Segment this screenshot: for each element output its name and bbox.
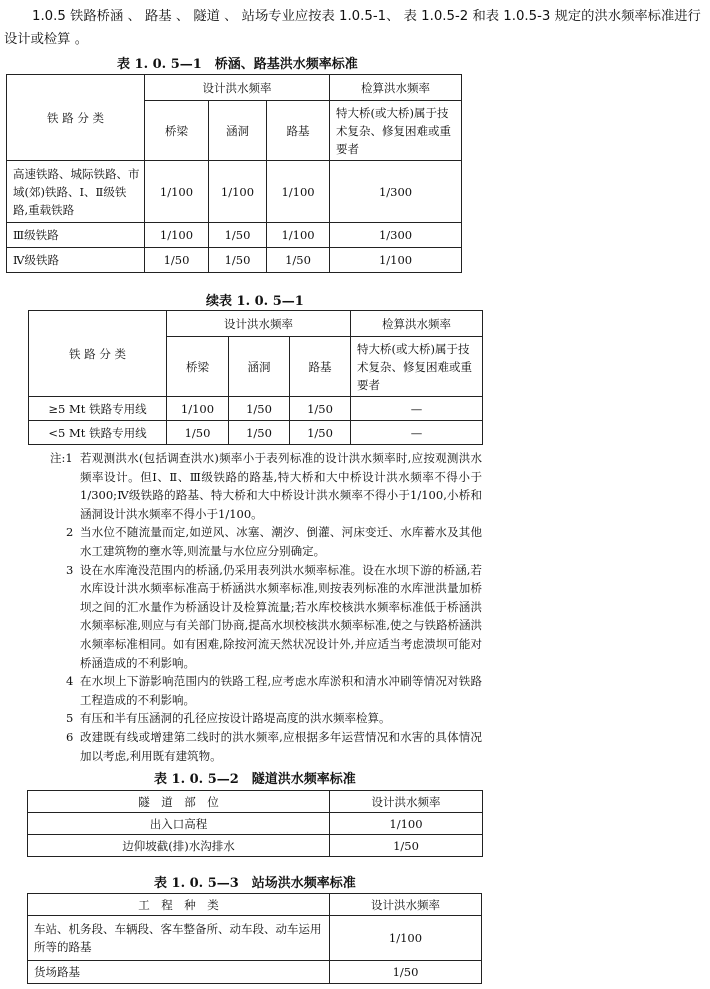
table1-continued (28, 310, 483, 445)
table1-row2-culvert: 1/50 (209, 223, 267, 248)
table1-row3-check: 1/100 (330, 248, 462, 273)
table1c-row2-roadbed: 1/50 (290, 421, 351, 445)
table3-header-type: 工 程 种 类 (28, 894, 330, 916)
table1-caption: 表 1. 0. 5—1 桥涵、路基洪水频率标准 (117, 57, 358, 72)
table1c-row1-category: ≥5 Mt 铁路专用线 (29, 397, 167, 421)
table1-row3-roadbed: 1/50 (267, 248, 330, 273)
table-row (28, 916, 482, 961)
table1c-header-check: 检算洪水频率 (351, 311, 483, 337)
note-text: 在水坝上下游影响范围内的铁路工程,应考虑水库淤积和清水冲刷等情况对铁路工程造成的不利影响。 (80, 674, 482, 707)
table3-caption: 表 1. 0. 5—3 站场洪水频率标准 (154, 876, 356, 891)
table2-header-freq: 设计洪水频率 (330, 791, 483, 813)
table1-row3-category: Ⅳ级铁路 (7, 248, 145, 273)
table3-row1-freq: 1/100 (330, 916, 482, 961)
note-text: 若观测洪水(包括调查洪水)频率小于表列标准的设计洪水频率时,应按观测洪水频率设计。但Ⅰ、Ⅱ、Ⅲ级铁路的路基,特大桥和大中桥设计洪水频率不得小于1/300;Ⅳ级铁路的路基、特大桥和大中桥设计洪水频率不得小于1/100,小桥和涵洞设计洪水频率不得小于1/100。 (80, 451, 482, 521)
table-row (28, 961, 482, 984)
note-number: 6 (66, 729, 74, 744)
intro-line-1: 1.0.5 铁路桥涵 、 路基 、 隧道 、 站场专业应按表 1.0.5-1、 表 1.0.5-2 和表 1.0.5-3 规定的洪水频率标准进行 (32, 9, 701, 24)
note-item (52, 561, 482, 673)
table1-header-roadbed: 路基 (267, 101, 330, 161)
table1c-row2-bridge: 1/50 (167, 421, 229, 445)
note-item (52, 728, 482, 765)
table3-row1-type: 车站、机务段、车辆段、客车整备所、动车段、动车运用所等的路基 (28, 916, 330, 961)
table1c-header-special: 特大桥(或大桥)属于技术复杂、修复困难或重要者 (351, 337, 483, 397)
note-item (52, 523, 482, 560)
table1-header-special: 特大桥(或大桥)属于技术复杂、修复困难或重要者 (330, 101, 462, 161)
note-item (52, 709, 482, 728)
note-text: 设在水库淹没范围内的桥涵,仍采用表列洪水频率标准。设在水坝下游的桥涵,若水库设计洪水频率标准高于桥涵洪水频率标准,则按表列标准的水库泄洪量加桥坝之间的汇水量作为桥涵设计及检算流量;若水库校核洪水频率标准低于桥涵洪水频率标准,则应与有关部门协商,提高水坝校核洪水频率标准,使之与铁路桥涵洪水频率标准相同。如有困难,除按河流天然状况设计外,并应适当考虑溃坝可能对桥涵造成的不利影响。 (80, 562, 482, 670)
note-text: 当水位不随流量而定,如逆风、冰塞、潮汐、倒灌、河床变迁、水库蓄水及其他水工建筑物的壅水等,则流量与水位应分别确定。 (80, 525, 482, 558)
table2-row2-part: 边仰坡截(排)水沟排水 (28, 835, 330, 857)
table2 (27, 790, 483, 857)
table1c-row1-check: — (351, 397, 483, 421)
table-row (7, 223, 462, 248)
table2-row1-freq: 1/100 (330, 813, 483, 835)
intro-line-2: 设计或检算 。 (4, 32, 89, 47)
note-text: 有压和半有压涵洞的孔径应按设计路堤高度的洪水频率检算。 (80, 711, 391, 726)
table-row (29, 421, 483, 445)
table1-row1-bridge: 1/100 (145, 161, 209, 223)
table2-header-part: 隧 道 部 位 (28, 791, 330, 813)
table1-row2-roadbed: 1/100 (267, 223, 330, 248)
table1 (6, 74, 462, 273)
table1c-caption: 续表 1. 0. 5—1 (206, 294, 304, 309)
table1c-header-bridge: 桥梁 (167, 337, 229, 397)
table1-header-category: 铁 路 分 类 (7, 75, 145, 161)
table-row (7, 248, 462, 273)
table1c-row2-category: <5 Mt 铁路专用线 (29, 421, 167, 445)
table1-row1-check: 1/300 (330, 161, 462, 223)
note-number: 4 (66, 674, 74, 689)
table1c-header-design: 设计洪水频率 (167, 311, 351, 337)
table-row (7, 161, 462, 223)
table2-caption: 表 1. 0. 5—2 隧道洪水频率标准 (154, 772, 356, 787)
table1-row1-category: 高速铁路、城际铁路、市域(郊)铁路、Ⅰ、Ⅱ级铁路,重载铁路 (7, 161, 145, 223)
note-text: 改建既有线或增建第二线时的洪水频率,应根据多年运营情况和水害的具体情况加以考虑,利用既有建筑物。 (80, 729, 482, 763)
table1c-header-roadbed: 路基 (290, 337, 351, 397)
note-item (52, 672, 482, 709)
table3-header-freq: 设计洪水频率 (330, 894, 482, 916)
note-number: 2 (66, 525, 74, 540)
table1-row2-category: Ⅲ级铁路 (7, 223, 145, 248)
table2-row1-part: 出入口高程 (28, 813, 330, 835)
table1-row1-roadbed: 1/100 (267, 161, 330, 223)
table1c-row1-culvert: 1/50 (229, 397, 290, 421)
table-row (29, 397, 483, 421)
table2-row2-freq: 1/50 (330, 835, 483, 857)
table3 (27, 893, 482, 984)
table1-row3-culvert: 1/50 (209, 248, 267, 273)
table3-row2-type: 货场路基 (28, 961, 330, 984)
note-number: 3 (66, 562, 74, 577)
table1-row2-check: 1/300 (330, 223, 462, 248)
table1-header-culvert: 涵洞 (209, 101, 267, 161)
table-row (28, 835, 483, 857)
note-number: 注:1 (50, 451, 73, 465)
table1c-row1-bridge: 1/100 (167, 397, 229, 421)
table1c-header-culvert: 涵洞 (229, 337, 290, 397)
note-item (52, 449, 482, 523)
table1-header-design: 设计洪水频率 (145, 75, 330, 101)
table1-row1-culvert: 1/100 (209, 161, 267, 223)
table1c-row2-check: — (351, 421, 483, 445)
table1c-row2-culvert: 1/50 (229, 421, 290, 445)
notes (52, 449, 482, 765)
table1-row2-bridge: 1/100 (145, 223, 209, 248)
table1-header-bridge: 桥梁 (145, 101, 209, 161)
table1-header-check: 检算洪水频率 (330, 75, 462, 101)
intro-paragraph (4, 5, 706, 51)
table3-row2-freq: 1/50 (330, 961, 482, 984)
table1c-row1-roadbed: 1/50 (290, 397, 351, 421)
table-row (28, 813, 483, 835)
table1c-header-category: 铁 路 分 类 (29, 311, 167, 397)
table1-row3-bridge: 1/50 (145, 248, 209, 273)
note-number: 5 (66, 711, 74, 726)
